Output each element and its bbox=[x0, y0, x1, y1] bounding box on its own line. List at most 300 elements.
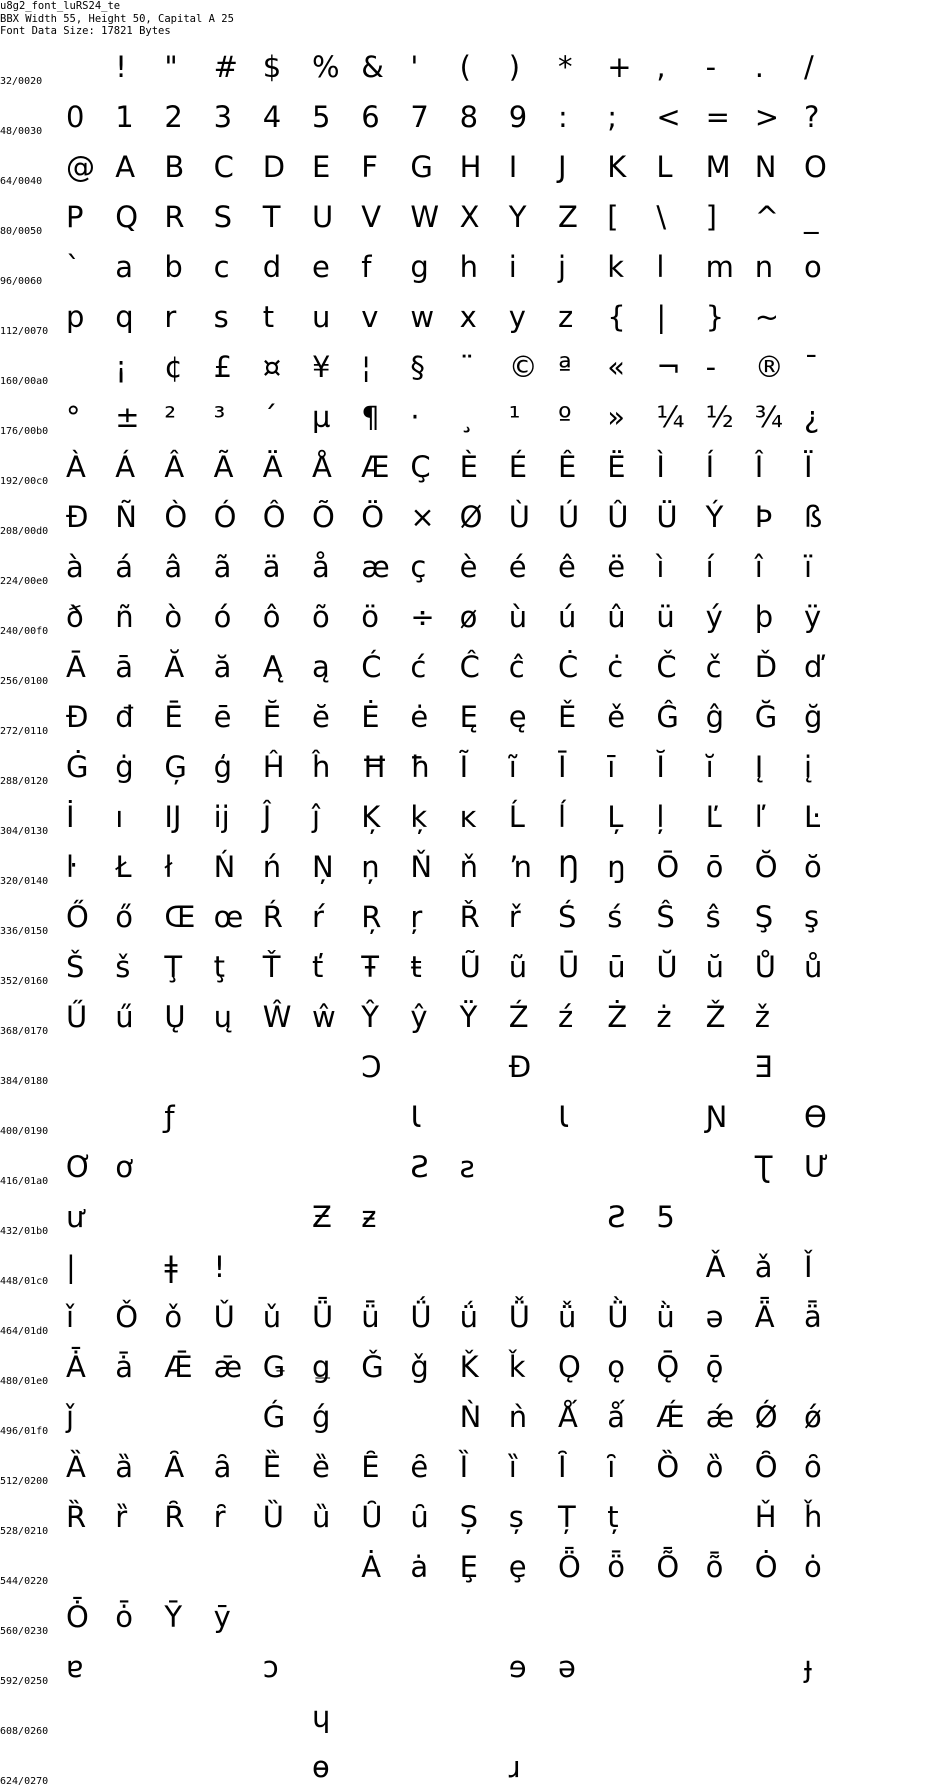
glyph-cell: ¯ bbox=[804, 350, 819, 384]
glyph-cell: ¨ bbox=[459, 350, 475, 384]
glyph-cell bbox=[410, 1400, 466, 1440]
row-code-label: 496/01f0 bbox=[0, 1426, 49, 1437]
glyph-cell bbox=[312, 1550, 368, 1590]
glyph-cell: ę bbox=[508, 700, 527, 734]
glyph-cell: ä bbox=[262, 550, 281, 584]
glyph-cell: 5 bbox=[656, 1200, 675, 1234]
glyph-cell bbox=[706, 1650, 762, 1690]
row-code-label: 592/0250 bbox=[0, 1676, 49, 1687]
glyph-cell: ! bbox=[213, 1250, 226, 1284]
glyph-cell: ě bbox=[607, 700, 626, 734]
row-code-label: 384/0180 bbox=[0, 1076, 49, 1087]
glyph-cell: ȏ bbox=[804, 1450, 822, 1484]
glyph-cell bbox=[214, 1400, 270, 1440]
glyph-cell bbox=[509, 1150, 565, 1190]
glyph-cell bbox=[706, 1700, 762, 1740]
glyph-cell: Ǒ bbox=[115, 1300, 139, 1334]
glyph-cell: · bbox=[410, 400, 420, 434]
row-code-label: 416/01a0 bbox=[0, 1176, 49, 1187]
glyph-cell: Ǚ bbox=[508, 1300, 531, 1334]
glyph-cell: ş bbox=[804, 900, 820, 934]
glyph-cell bbox=[656, 1100, 712, 1140]
row-code-label: 224/00e0 bbox=[0, 576, 49, 587]
glyph-cell: Ċ bbox=[558, 650, 579, 684]
glyph-cell: Ê bbox=[558, 450, 577, 484]
glyph-cell: ƨ bbox=[459, 1150, 475, 1184]
glyph-cell bbox=[460, 1100, 516, 1140]
glyph-cell bbox=[263, 1150, 319, 1190]
glyph-cell: š bbox=[115, 950, 131, 984]
glyph-cell bbox=[214, 1200, 270, 1240]
glyph-cell: 0 bbox=[66, 100, 85, 134]
glyph-cell: Ā bbox=[66, 650, 86, 684]
glyph-cell: ū bbox=[607, 950, 626, 984]
glyph-cell: r bbox=[164, 300, 177, 334]
glyph-cell: é bbox=[508, 550, 527, 584]
glyph-cell: Â bbox=[164, 450, 185, 484]
glyph-cell: Ò bbox=[164, 500, 188, 534]
glyph-cell: ǖ bbox=[361, 1300, 380, 1334]
glyph-cell: ¹ bbox=[508, 400, 521, 434]
glyph-cell: \ bbox=[656, 200, 667, 234]
glyph-cell: ÿ bbox=[804, 600, 822, 634]
glyph-cell bbox=[607, 1650, 663, 1690]
glyph-row bbox=[0, 1692, 947, 1742]
row-code-label: 464/01d0 bbox=[0, 1326, 49, 1337]
glyph-row bbox=[0, 1342, 947, 1392]
glyph-cell: @ bbox=[66, 150, 95, 184]
glyph-cell bbox=[460, 1600, 516, 1640]
glyph-cell: ȯ bbox=[804, 1550, 822, 1584]
glyph-cell bbox=[66, 50, 122, 90]
glyph-cell: f bbox=[361, 250, 372, 284]
font-info-header bbox=[0, 0, 234, 38]
glyph-cell: j bbox=[558, 250, 567, 284]
glyph-row bbox=[0, 1442, 947, 1492]
glyph-cell bbox=[706, 1600, 762, 1640]
glyph-cell: Ű bbox=[66, 1000, 88, 1034]
glyph-cell: ǩ bbox=[508, 1350, 526, 1384]
glyph-cell: Þ bbox=[754, 500, 773, 534]
glyph-cell bbox=[410, 1650, 466, 1690]
glyph-cell: ú bbox=[558, 600, 577, 634]
glyph-cell bbox=[656, 1500, 712, 1540]
glyph-cell: Ŧ bbox=[361, 950, 379, 984]
glyph-cell: Ŭ bbox=[656, 950, 678, 984]
glyph-cell: ĝ bbox=[705, 700, 725, 734]
glyph-cell bbox=[361, 1700, 417, 1740]
glyph-cell: Œ bbox=[164, 900, 196, 934]
glyph-cell bbox=[558, 1250, 614, 1290]
glyph-cell: Ĺ bbox=[508, 800, 525, 834]
glyph-cell bbox=[558, 1750, 614, 1790]
glyph-row bbox=[0, 542, 947, 592]
glyph-cell: ( bbox=[459, 50, 471, 84]
glyph-cell: ȉ bbox=[508, 1450, 517, 1484]
glyph-cell: Ǟ bbox=[754, 1300, 775, 1334]
glyph-cell: ņ bbox=[361, 850, 380, 884]
glyph-cell: } bbox=[705, 300, 725, 334]
glyph-cell: ġ bbox=[115, 750, 134, 784]
glyph-cell: Ƶ bbox=[312, 1200, 332, 1234]
glyph-cell bbox=[656, 1750, 712, 1790]
glyph-cell: µ bbox=[312, 400, 331, 434]
glyph-cell: Ǘ bbox=[410, 1300, 432, 1334]
glyph-cell: n bbox=[754, 250, 774, 284]
glyph-cell bbox=[115, 1750, 171, 1790]
glyph-cell: ǫ bbox=[607, 1350, 625, 1384]
glyph-cell: Ń bbox=[213, 850, 236, 884]
glyph-cell: ŷ bbox=[410, 1000, 428, 1034]
glyph-cell: Ȋ bbox=[558, 1450, 567, 1484]
row-code-label: 480/01e0 bbox=[0, 1376, 49, 1387]
glyph-cell: ° bbox=[66, 400, 81, 434]
glyph-cell bbox=[804, 1000, 860, 1040]
glyph-cell: ĭ bbox=[705, 750, 714, 784]
glyph-cell: ɟ bbox=[804, 1650, 813, 1684]
glyph-cell: ù bbox=[508, 600, 528, 634]
glyph-cell: ā bbox=[115, 650, 133, 684]
glyph-cell: ţ bbox=[213, 950, 225, 984]
glyph-row bbox=[0, 642, 947, 692]
glyph-cell bbox=[115, 1050, 171, 1090]
glyph-cell: ȇ bbox=[410, 1450, 429, 1484]
glyph-cell bbox=[410, 1250, 466, 1290]
glyph-cell: c bbox=[213, 250, 230, 284]
glyph-cell bbox=[558, 1700, 614, 1740]
glyph-cell bbox=[607, 1100, 663, 1140]
glyph-cell: Ĝ bbox=[656, 700, 679, 734]
row-code-label: 192/00c0 bbox=[0, 476, 49, 487]
glyph-cell: æ bbox=[361, 550, 390, 584]
glyph-cell: ò bbox=[164, 600, 183, 634]
glyph-cell: Ȏ bbox=[754, 1450, 778, 1484]
row-code-label: 560/0230 bbox=[0, 1626, 49, 1637]
glyph-cell: Ē bbox=[164, 700, 183, 734]
glyph-cell: ț bbox=[607, 1500, 619, 1534]
glyph-cell: ē bbox=[213, 700, 232, 734]
glyph-cell: Ň bbox=[410, 850, 433, 884]
glyph-cell: × bbox=[410, 500, 435, 534]
glyph-cell bbox=[706, 1500, 762, 1540]
glyph-cell: À bbox=[66, 450, 86, 484]
glyph-row bbox=[0, 942, 947, 992]
glyph-cell: ŏ bbox=[804, 850, 822, 884]
glyph-cell: 8 bbox=[459, 100, 479, 134]
glyph-cell: z bbox=[558, 300, 574, 334]
glyph-cell: ½ bbox=[705, 400, 734, 434]
glyph-cell: $ bbox=[262, 50, 282, 84]
glyph-cell: Á bbox=[115, 450, 136, 484]
glyph-cell bbox=[164, 1050, 220, 1090]
glyph-cell: b bbox=[164, 250, 183, 284]
glyph-cell: ő bbox=[115, 900, 133, 934]
glyph-cell: | bbox=[66, 1250, 76, 1284]
glyph-cell bbox=[263, 1200, 319, 1240]
glyph-cell bbox=[263, 1050, 319, 1090]
row-code-label: 288/0120 bbox=[0, 776, 49, 787]
glyph-cell: ǿ bbox=[804, 1400, 822, 1434]
glyph-cell: : bbox=[558, 100, 568, 134]
glyph-cell: Đ bbox=[66, 700, 89, 734]
glyph-cell bbox=[706, 1150, 762, 1190]
glyph-cell: Ț bbox=[558, 1500, 576, 1534]
glyph-cell: ȃ bbox=[213, 1450, 232, 1484]
glyph-cell: Ǐ bbox=[804, 1250, 813, 1284]
glyph-cell bbox=[706, 1050, 762, 1090]
glyph-cell: ȋ bbox=[607, 1450, 616, 1484]
glyph-cell: ¾ bbox=[754, 400, 783, 434]
glyph-cell: 4 bbox=[262, 100, 282, 134]
glyph-cell: ĺ bbox=[558, 800, 567, 834]
glyph-cell bbox=[164, 1650, 220, 1690]
glyph-cell: ¶ bbox=[361, 400, 380, 434]
glyph-cell: Ȭ bbox=[656, 1550, 680, 1584]
glyph-cell: Ŝ bbox=[656, 900, 675, 934]
glyph-cell bbox=[66, 1750, 122, 1790]
glyph-cell: Ǖ bbox=[312, 1300, 334, 1334]
glyph-cell: ¬ bbox=[656, 350, 681, 384]
glyph-cell bbox=[410, 1750, 466, 1790]
glyph-cell: 7 bbox=[410, 100, 429, 134]
glyph-cell: E bbox=[312, 150, 331, 184]
glyph-cell: ĸ bbox=[459, 800, 477, 834]
glyph-cell: ơ bbox=[115, 1150, 133, 1184]
glyph-row bbox=[0, 992, 947, 1042]
glyph-cell: ȩ bbox=[508, 1550, 527, 1584]
glyph-cell: ] bbox=[705, 200, 717, 234]
glyph-cell: Ǜ bbox=[607, 1300, 629, 1334]
glyph-cell: 3 bbox=[213, 100, 233, 134]
glyph-cell: Ȍ bbox=[656, 1450, 680, 1484]
glyph-cell: ɹ bbox=[508, 1750, 521, 1784]
row-code-label: 448/01c0 bbox=[0, 1276, 49, 1287]
glyph-cell: Ǵ bbox=[262, 1400, 286, 1434]
glyph-cell bbox=[607, 1750, 663, 1790]
glyph-cell: O bbox=[804, 150, 827, 184]
glyph-cell bbox=[460, 1250, 516, 1290]
glyph-row bbox=[0, 1092, 947, 1142]
row-code-label: 256/0100 bbox=[0, 676, 49, 687]
glyph-cell: Ü bbox=[656, 500, 678, 534]
glyph-cell: ą bbox=[312, 650, 330, 684]
glyph-cell: Ȓ bbox=[164, 1500, 185, 1534]
glyph-row bbox=[0, 292, 947, 342]
glyph-cell bbox=[804, 1700, 860, 1740]
glyph-cell: N bbox=[754, 150, 777, 184]
glyph-cell bbox=[656, 1700, 712, 1740]
glyph-cell: Ğ bbox=[754, 700, 778, 734]
glyph-cell: ư bbox=[66, 1200, 85, 1234]
glyph-row bbox=[0, 742, 947, 792]
glyph-row bbox=[0, 1142, 947, 1192]
glyph-cell bbox=[804, 1600, 860, 1640]
glyph-cell: Ȇ bbox=[361, 1450, 380, 1484]
glyph-cell: l bbox=[656, 250, 665, 284]
glyph-cell bbox=[607, 1700, 663, 1740]
glyph-cell: ¡ bbox=[115, 350, 127, 384]
glyph-row bbox=[0, 792, 947, 842]
glyph-cell: Ǻ bbox=[558, 1400, 578, 1434]
glyph-cell: Ž bbox=[705, 1000, 726, 1034]
glyph-cell: ï bbox=[804, 550, 813, 584]
glyph-cell bbox=[312, 1650, 368, 1690]
glyph-cell: Ó bbox=[213, 500, 237, 534]
glyph-cell bbox=[509, 1200, 565, 1240]
glyph-cell: Ȉ bbox=[459, 1450, 469, 1484]
glyph-cell: 2 bbox=[164, 100, 183, 134]
glyph-cell: ǎ bbox=[754, 1250, 773, 1284]
glyph-cell: ĥ bbox=[312, 750, 331, 784]
glyph-cell bbox=[66, 350, 122, 390]
glyph-cell: Ŗ bbox=[361, 900, 382, 934]
glyph-cell bbox=[804, 1050, 860, 1090]
glyph-cell bbox=[755, 1100, 811, 1140]
glyph-cell: ǜ bbox=[656, 1300, 675, 1334]
glyph-cell: ǣ bbox=[213, 1350, 243, 1384]
glyph-cell bbox=[656, 1650, 712, 1690]
glyph-cell: Ũ bbox=[459, 950, 481, 984]
glyph-cell: ă bbox=[213, 650, 232, 684]
glyph-cell bbox=[66, 1550, 122, 1590]
glyph-cell: ð bbox=[66, 600, 84, 634]
glyph-cell: Y bbox=[508, 200, 527, 234]
glyph-cell: ĕ bbox=[312, 700, 330, 734]
glyph-cell: Ă bbox=[164, 650, 185, 684]
glyph-cell: ı bbox=[115, 800, 124, 834]
glyph-row bbox=[0, 442, 947, 492]
row-code-label: 400/0190 bbox=[0, 1126, 49, 1137]
glyph-cell bbox=[607, 1050, 663, 1090]
glyph-cell: Ĉ bbox=[459, 650, 480, 684]
glyph-cell bbox=[706, 1200, 762, 1240]
glyph-cell: ë bbox=[607, 550, 626, 584]
glyph-cell: Ȩ bbox=[459, 1550, 478, 1584]
glyph-cell: ɐ bbox=[66, 1650, 84, 1684]
glyph-cell: Ǧ bbox=[361, 1350, 384, 1384]
glyph-cell: Ɩ bbox=[558, 1100, 569, 1134]
glyph-cell: & bbox=[361, 50, 384, 84]
glyph-cell bbox=[214, 1700, 270, 1740]
row-code-label: 352/0160 bbox=[0, 976, 49, 987]
glyph-cell: Ư bbox=[804, 1150, 829, 1184]
glyph-cell: + bbox=[607, 50, 632, 84]
glyph-cell: ǡ bbox=[115, 1350, 133, 1384]
glyph-cell: ǰ bbox=[66, 1400, 75, 1434]
glyph-row bbox=[0, 92, 947, 142]
glyph-cell: h bbox=[459, 250, 478, 284]
glyph-cell: ź bbox=[558, 1000, 574, 1034]
glyph-cell: ŵ bbox=[312, 1000, 336, 1034]
glyph-cell: Ĥ bbox=[262, 750, 285, 784]
glyph-cell bbox=[460, 1750, 516, 1790]
glyph-cell: ŉ bbox=[508, 850, 533, 884]
glyph-cell: İ bbox=[66, 800, 75, 834]
glyph-cell: ś bbox=[607, 900, 623, 934]
glyph-cell bbox=[509, 1600, 565, 1640]
glyph-cell: ȁ bbox=[115, 1450, 133, 1484]
glyph-cell: Ū bbox=[558, 950, 580, 984]
glyph-cell: õ bbox=[312, 600, 330, 634]
glyph-cell: | bbox=[656, 300, 667, 334]
glyph-cell: ¸ bbox=[459, 400, 475, 434]
glyph-cell: Ƨ bbox=[410, 1150, 429, 1184]
glyph-cell: ğ bbox=[804, 700, 823, 734]
glyph-cell bbox=[263, 1550, 319, 1590]
glyph-cell: t bbox=[262, 300, 275, 334]
glyph-cell: Š bbox=[66, 950, 85, 984]
glyph-cell: Ę bbox=[459, 700, 478, 734]
glyph-cell bbox=[804, 1750, 860, 1790]
glyph-cell: ) bbox=[508, 50, 521, 84]
row-code-label: 432/01b0 bbox=[0, 1226, 49, 1237]
glyph-cell: ¦ bbox=[361, 350, 371, 384]
glyph-cell bbox=[361, 1250, 417, 1290]
glyph-cell: Ɲ bbox=[705, 1100, 728, 1134]
row-code-label: 320/0140 bbox=[0, 876, 49, 887]
glyph-cell: ĉ bbox=[508, 650, 525, 684]
glyph-row bbox=[0, 1242, 947, 1292]
glyph-cell bbox=[263, 1600, 319, 1640]
glyph-cell: Ä bbox=[262, 450, 283, 484]
glyph-cell: Č bbox=[656, 650, 677, 684]
glyph-cell: Ǩ bbox=[459, 1350, 479, 1384]
glyph-cell: Ô bbox=[262, 500, 286, 534]
glyph-cell bbox=[706, 1750, 762, 1790]
row-code-label: 336/0150 bbox=[0, 926, 49, 937]
row-code-label: 176/00b0 bbox=[0, 426, 49, 437]
glyph-cell: * bbox=[558, 50, 573, 84]
glyph-cell: Ĕ bbox=[262, 700, 282, 734]
glyph-cell: Õ bbox=[312, 500, 335, 534]
glyph-cell: Ĵ bbox=[262, 800, 272, 834]
glyph-cell bbox=[755, 1700, 811, 1740]
glyph-cell: ¤ bbox=[262, 350, 282, 384]
glyph-cell: Ġ bbox=[66, 750, 89, 784]
glyph-cell: Ã bbox=[213, 450, 234, 484]
glyph-cell: ģ bbox=[213, 750, 233, 784]
glyph-cell: £ bbox=[213, 350, 233, 384]
glyph-cell: Ȱ bbox=[66, 1600, 89, 1634]
glyph-cell: ǭ bbox=[705, 1350, 724, 1384]
glyph-cell: v bbox=[361, 300, 379, 334]
glyph-cell bbox=[509, 1700, 565, 1740]
glyph-cell bbox=[263, 1100, 319, 1140]
glyph-cell bbox=[214, 1650, 270, 1690]
glyph-cell: œ bbox=[213, 900, 244, 934]
font-name: u8g2_font_luRS24_te bbox=[0, 0, 121, 12]
glyph-cell: ə bbox=[558, 1650, 576, 1684]
glyph-cell: ǧ bbox=[410, 1350, 429, 1384]
glyph-cell: A bbox=[115, 150, 136, 184]
glyph-cell bbox=[214, 1050, 270, 1090]
glyph-cell: ȕ bbox=[312, 1500, 331, 1534]
glyph-cell bbox=[214, 1150, 270, 1190]
glyph-cell: Ą bbox=[262, 650, 283, 684]
glyph-cell: á bbox=[115, 550, 133, 584]
glyph-cell: ` bbox=[66, 250, 81, 284]
glyph-cell: ų bbox=[213, 1000, 232, 1034]
glyph-cell: ? bbox=[804, 100, 820, 134]
glyph-cell bbox=[164, 1400, 220, 1440]
glyph-cell: ƒ bbox=[164, 1100, 175, 1134]
glyph-cell: Ľ bbox=[705, 800, 722, 834]
glyph-cell: ɥ bbox=[312, 1700, 331, 1734]
glyph-cell bbox=[263, 1750, 319, 1790]
glyph-cell: ȧ bbox=[410, 1550, 429, 1584]
glyph-cell: Ŏ bbox=[754, 850, 778, 884]
glyph-cell: à bbox=[66, 550, 84, 584]
